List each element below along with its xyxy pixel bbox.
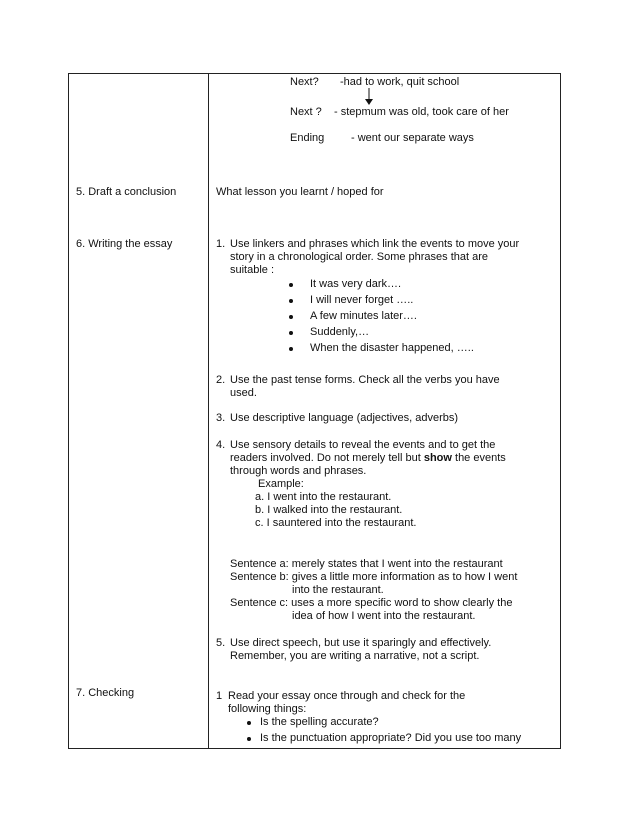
bullet-icon [247,721,251,725]
table-right-border [560,73,561,749]
show-emphasis: show [423,452,452,464]
phrase-item: A few minutes later…. [310,310,417,322]
checking-label: 7. Checking [76,687,135,699]
writing-label: 6. Writing the essay [76,238,173,250]
item3-line: Use descriptive language (adjectives, adverbs) [230,412,459,424]
item4-line: Use sensory details to reveal the events and to get the [230,439,496,451]
example-item: a. I went into the restaurant. [255,491,392,503]
item3-number: 3. [216,412,226,424]
next1-label: Next? [290,76,319,88]
checking-item: Is the punctuation appropriate? Did you use too many [260,732,522,744]
item4-line: readers involved. Do not merely tell but show the events [230,452,506,464]
checking-line: following things: [228,703,307,715]
phrase-item: Suddenly,… [310,326,370,338]
next2-label: Next ? [290,106,322,118]
sentence-line: idea of how I went into the restaurant. [292,610,476,622]
sentence-line: into the restaurant. [292,584,384,596]
table-top-border [68,73,561,74]
sentence-line: Sentence a: merely states that I went into the restaurant [230,558,503,570]
arrow-down-icon [364,88,374,106]
item1-line: story in a chronological order. Some phrases that are [230,251,489,263]
item4-line: through words and phrases. [230,465,367,477]
table-left-border [68,73,69,749]
table-column-divider [208,73,209,749]
item2-line: Use the past tense forms. Check all the verbs you have [230,374,500,386]
item5-line: Use direct speech, but use it sparingly and effectively. [230,637,492,649]
bullet-icon [289,347,293,351]
checking-number: 1 [216,690,223,702]
checking-line: Read your essay once through and check for the [228,690,466,702]
item1-line: Use linkers and phrases which link the events to move your [230,238,520,250]
bullet-icon [289,315,293,319]
phrase-item: When the disaster happened, ….. [310,342,474,354]
item2-number: 2. [216,374,226,386]
bullet-icon [289,283,293,287]
item2-line: used. [230,387,257,399]
item4-number: 4. [216,439,226,451]
conclusion-text: What lesson you learnt / hoped for [216,186,384,198]
example-label: Example: [258,478,304,490]
item1-number: 1. [216,238,226,250]
item5-line: Remember, you are writing a narrative, not a script. [230,650,480,662]
next1-text: -had to work, quit school [340,76,460,88]
item1-line: suitable : [230,264,275,276]
sentence-line: Sentence c: uses a more specific word to show clearly the [230,597,513,609]
phrase-item: It was very dark…. [310,278,402,290]
ending-text: - went our separate ways [351,132,474,144]
table-bottom-border [68,748,561,749]
next2-text: - stepmum was old, took care of her [334,106,509,118]
example-item: b. I walked into the restaurant. [255,504,403,516]
sentence-line: Sentence b: gives a little more information as to how I went [230,571,518,583]
conclusion-label: 5. Draft a conclusion [76,186,177,198]
bullet-icon [289,331,293,335]
bullet-icon [247,737,251,741]
ending-label: Ending [290,132,325,144]
phrase-item: I will never forget ….. [310,294,414,306]
example-item: c. I sauntered into the restaurant. [255,517,417,529]
bullet-icon [289,299,293,303]
checking-item: Is the spelling accurate? [260,716,379,728]
item5-number: 5. [216,637,226,649]
